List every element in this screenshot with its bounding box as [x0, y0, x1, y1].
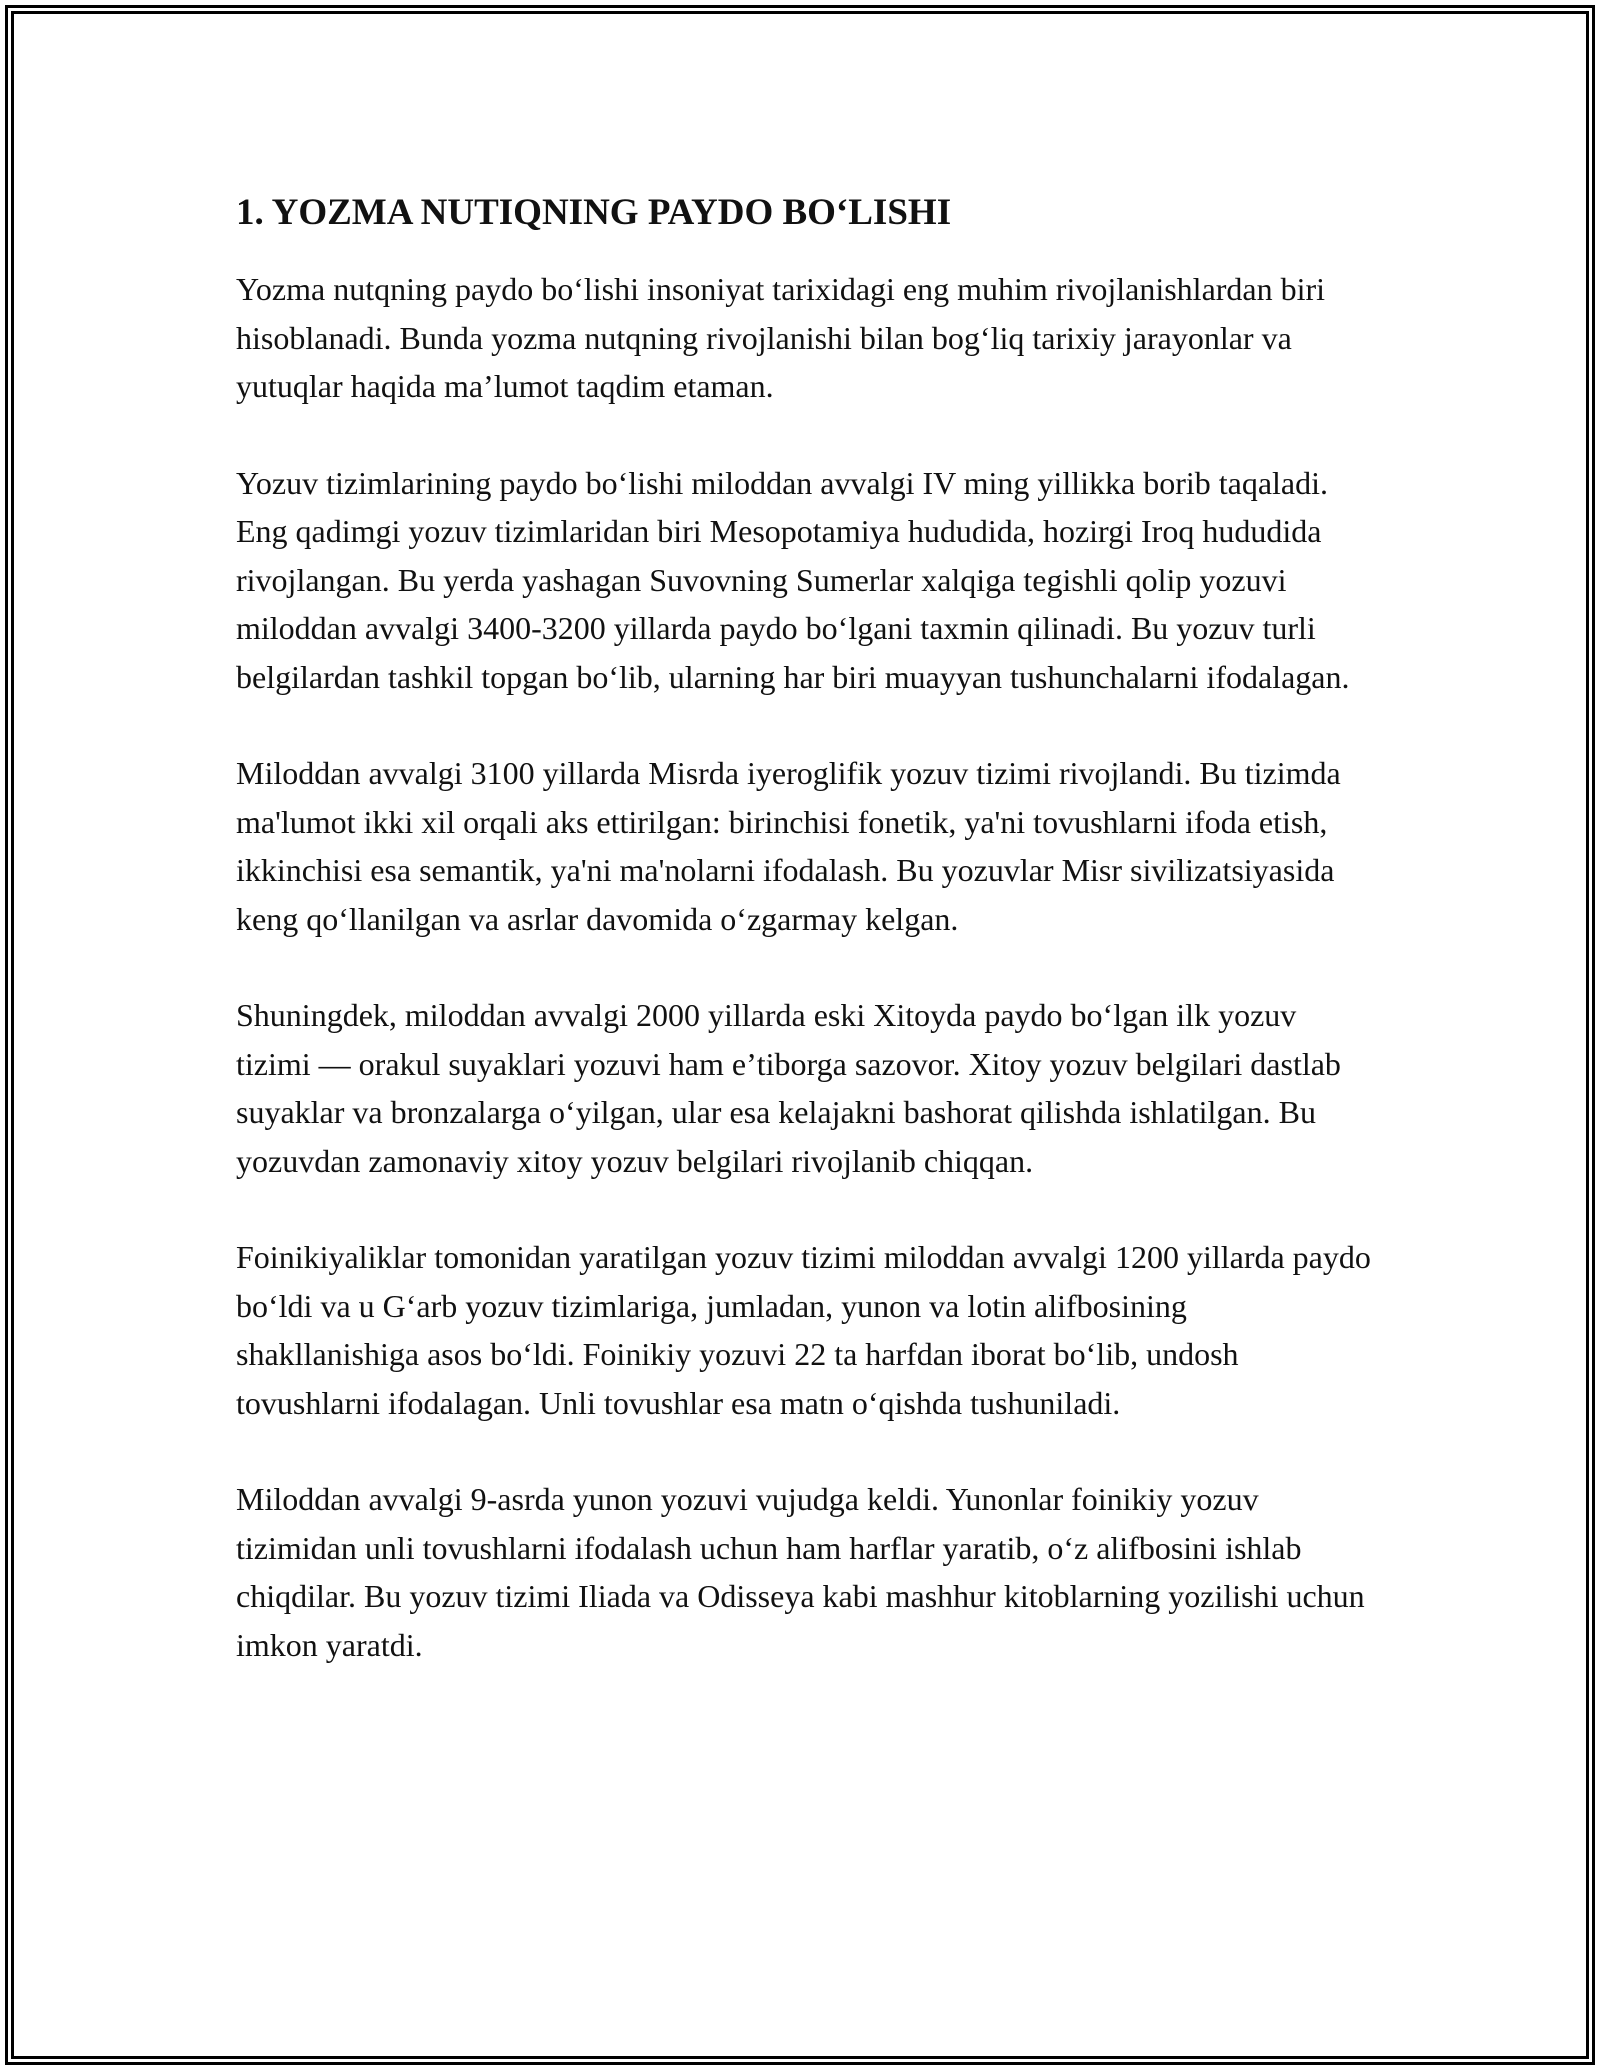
- paragraph-phoenicia: Foinikiyaliklar tomonidan yaratilgan yozuv tizimi miloddan avvalgi 1200 yillarda paydo boʻldi va u Gʻarb yozuv tizimlariga, jumladan, yunon va lotin alifbosining shakllanishiga asos boʻldi. Foinikiy yozuvi 22 ta harfdan iborat boʻlib, undosh tovushlarni ifodalagan. Unli tovushlar esa matn oʻqishda tushuniladi.: [236, 1239, 1371, 1421]
- paragraph-greece: Miloddan avvalgi 9-asrda yunon yozuvi vujudga keldi. Yunonlar foinikiy yozuv tizimidan unli tovushlarni ifodalash uchun ham harflar yaratib, oʻz alifbosini ishlab chiqdilar. Bu yozuv tizimi Iliada va Odisseya kabi mashhur kitoblarning yozilishi uchun imkon yaratdi.: [236, 1481, 1365, 1663]
- paragraph-mesopotamia: Yozuv tizimlarining paydo boʻlishi miloddan avvalgi IV ming yillikka borib taqaladi. Eng qadimgi yozuv tizimlaridan biri Mesopotamiya hududida, hozirgi Iroq hududida rivojlangan. Bu yerda yashagan Suvovning Sumerlar xalqiga tegishli qolip yozuvi miloddan avvalgi 3400-3200 yillarda paydo boʻlgani taxmin qilinadi. Bu yozuv turli belgilardan tashkil topgan boʻlib, ularning har biri muayyan tushunchalarni ifodalagan.: [236, 464, 1350, 695]
- paragraph-egypt: Miloddan avvalgi 3100 yillarda Misrda iyeroglifik yozuv tizimi rivojlandi. Bu tizimda ma'lumot ikki xil orqali aks ettirilgan: birinchisi fonetik, ya'ni tovushlarni ifoda etish, ikkinchisi esa semantik, ya'ni ma'nolarni ifodalash. Bu yozuvlar Misr sivilizatsiyasida keng qoʻllanilgan va asrlar davomida oʻzgarmay kelgan.: [236, 755, 1341, 937]
- paragraph-intro: Yozma nutqning paydo boʻlishi insoniyat tarixidagi eng muhim rivojlanishlardan biri hisoblanadi. Bunda yozma nutqning rivojlanishi bilan bogʻliq tarixiy jarayonlar va yutuqlar haqida maʼlumot taqdim etaman.: [236, 271, 1326, 404]
- section-heading: 1. YOZMA NUTIQNING PAYDO BOʻLISHI: [236, 192, 952, 233]
- paragraph-china: Shuningdek, miloddan avvalgi 2000 yillarda eski Xitoyda paydo boʻlgan ilk yozuv tizimi — orakul suyaklari yozuvi ham eʼtiborga sazovor. Xitoy yozuv belgilari dastlab suyaklar va bronzalarga oʻyilgan, ular esa kelajakni bashorat qilishda ishlatilgan. Bu yozuvdan zamonaviy xitoy yozuv belgilari rivojlanib chiqqan.: [236, 997, 1341, 1179]
- document-body: [236, 183, 1376, 1669]
